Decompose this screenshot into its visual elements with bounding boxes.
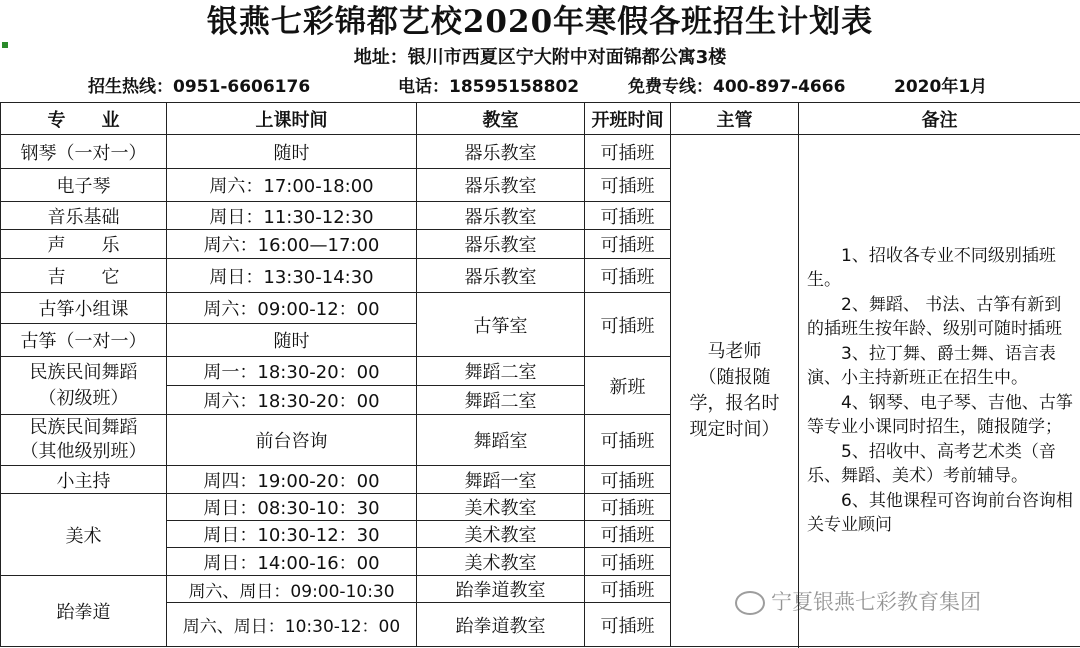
time-cell: 周四：19:00-20：00: [167, 466, 417, 494]
open-cell: 可插班: [585, 548, 671, 576]
notes-cell: [799, 135, 1080, 647]
table-row: [1, 135, 1080, 169]
header-time: 上课时间: [167, 103, 417, 135]
open-cell: 可插班: [585, 415, 671, 466]
major-cell: 音乐基础: [1, 202, 167, 230]
room-cell: 美术教室: [417, 494, 585, 521]
room-cell: 美术教室: [417, 521, 585, 548]
open-cell: 新班: [585, 357, 671, 415]
time-cell: 前台咨询: [167, 415, 417, 466]
contact-row: [0, 72, 1080, 102]
major-line: 民族民间舞蹈: [29, 417, 138, 438]
freeline-text: 免费专线：400-897-4666: [628, 77, 846, 97]
watermark-text: 宁夏银燕七彩教育集团: [771, 590, 981, 614]
time-cell: 随时: [167, 324, 417, 357]
header-manager: 主管: [671, 103, 799, 135]
major-cell: 钢琴（一对一）: [1, 135, 167, 169]
major-cell: 电子琴: [1, 169, 167, 202]
room-cell: 跆拳道教室: [417, 603, 585, 647]
room-cell: 舞蹈室: [417, 415, 585, 466]
time-cell: 周日：13:30-14:30: [167, 259, 417, 293]
time-cell: 周六：17:00-18:00: [167, 169, 417, 202]
major-cell: 跆拳道: [1, 576, 167, 647]
major-cell: 古筝小组课: [1, 293, 167, 324]
schedule-table: [0, 102, 1080, 647]
address-line: 地址：银川市西夏区宁大附中对面锦都公寓3楼: [353, 47, 727, 68]
header-open: 开班时间: [585, 103, 671, 135]
time-cell: 周日：14:00-16：00: [167, 548, 417, 576]
major-cell: 小主持: [1, 466, 167, 494]
room-cell: 器乐教室: [417, 259, 585, 293]
room-cell: 古筝室: [417, 293, 585, 357]
room-cell: 舞蹈二室: [417, 386, 585, 415]
manager-line: 现定时间）: [689, 418, 780, 440]
manager-line: （随报随: [698, 366, 771, 388]
note-item: 2、舞蹈、 书法、古筝有新到的插班生按年龄、级别可随时插班: [807, 294, 1062, 339]
room-cell: 跆拳道教室: [417, 576, 585, 603]
note-item: 3、拉丁舞、爵士舞、语言表演、小主持新班正在招生中。: [807, 343, 1056, 388]
note-item: 4、钢琴、电子琴、吉他、古筝等专业小课同时招生，随报随学；: [807, 392, 1073, 437]
header-row: [1, 103, 1080, 135]
manager-cell: [671, 135, 799, 647]
major-line: （其他级别班）: [20, 441, 147, 462]
note-item: 1、招收各专业不同级别插班生。: [807, 245, 1056, 290]
open-cell: 可插班: [585, 259, 671, 293]
open-cell: 可插班: [585, 135, 671, 169]
room-cell: 美术教室: [417, 548, 585, 576]
open-cell: 可插班: [585, 603, 671, 647]
major-line: 民族民间舞蹈: [29, 361, 138, 383]
manager-line: 马老师: [707, 340, 762, 362]
room-cell: 器乐教室: [417, 230, 585, 259]
header-major: 专 业: [1, 103, 167, 135]
hotline-text: 招生热线：0951-6606176: [88, 77, 311, 97]
room-cell: 舞蹈一室: [417, 466, 585, 494]
open-cell: 可插班: [585, 169, 671, 202]
room-cell: 器乐教室: [417, 202, 585, 230]
phone-text: 电话：18595158802: [398, 77, 580, 97]
header-room: 教室: [417, 103, 585, 135]
room-cell: 舞蹈二室: [417, 357, 585, 386]
time-cell: 周日：11:30-12:30: [167, 202, 417, 230]
open-cell: 可插班: [585, 466, 671, 494]
time-cell: 周六、周日：09:00-10:30: [167, 576, 417, 603]
time-cell: 周一：18:30-20：00: [167, 357, 417, 386]
major-cell: 古筝（一对一）: [1, 324, 167, 357]
time-cell: 周六、周日：10:30-12：00: [167, 603, 417, 647]
time-cell: 周六：09:00-12：00: [167, 293, 417, 324]
manager-line: 学，报名时: [689, 392, 780, 414]
major-cell: 吉 它: [1, 259, 167, 293]
major-cell: 美术: [1, 494, 167, 576]
time-cell: 周六：18:30-20：00: [167, 386, 417, 415]
header-notes: 备注: [799, 103, 1080, 135]
open-cell: 可插班: [585, 230, 671, 259]
date-text: 2020年1月: [894, 77, 988, 97]
open-cell: 可插班: [585, 521, 671, 548]
room-cell: 器乐教室: [417, 135, 585, 169]
open-cell: 可插班: [585, 576, 671, 603]
note-item: 5、招收中、高考艺术类（音乐、舞蹈、美术）考前辅导。: [807, 441, 1056, 486]
major-cell: [1, 415, 167, 466]
time-cell: 周日：10:30-12：30: [167, 521, 417, 548]
major-cell: [1, 357, 167, 415]
open-cell: 可插班: [585, 293, 671, 357]
time-cell: 随时: [167, 135, 417, 169]
open-cell: 可插班: [585, 494, 671, 521]
room-cell: 器乐教室: [417, 169, 585, 202]
major-cell: 声 乐: [1, 230, 167, 259]
time-cell: 周六：16:00—17:00: [167, 230, 417, 259]
note-item: 6、其他课程可咨询前台咨询相关专业顾问: [807, 490, 1073, 535]
page-title: 银燕七彩锦都艺校2020年寒假各班招生计划表: [206, 4, 874, 40]
time-cell: 周日：08:30-10：30: [167, 494, 417, 521]
open-cell: 可插班: [585, 202, 671, 230]
major-line: （初级班）: [38, 387, 129, 409]
